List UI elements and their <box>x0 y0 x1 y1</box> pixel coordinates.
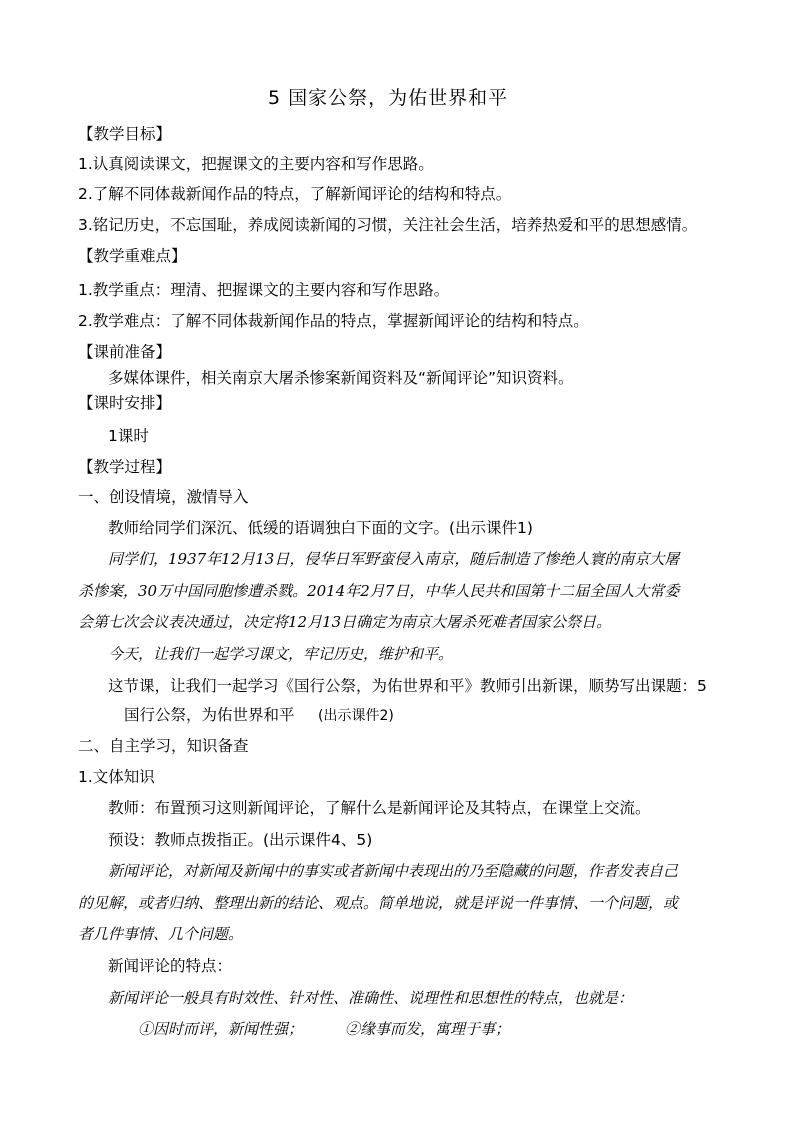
text-line: 这节课，让我们一起学习《国行公祭，为佑世界和平》教师引出新课，顺势写出课题：5 <box>108 677 707 695</box>
quoted-line: 杀惨案，30万中国同胞惨遭杀戮。2014年2月7日，中华人民共和国第十二届全国人大常委 <box>78 582 680 600</box>
quoted-line: 会第七次会议表决通过，决定将12月13日确定为南京大屠杀死难者国家公祭日。 <box>78 613 612 631</box>
section-heading-process: 【教学过程】 <box>78 458 172 476</box>
quoted-line: ①因时而评，新闻性强； <box>138 1020 304 1038</box>
text-line: 2.了解不同体裁新闻作品的特点，了解新闻评论的结构和特点。 <box>78 185 512 203</box>
subsection-heading: 一、创设情境，激情导入 <box>78 488 249 506</box>
subsection-heading: 二、自主学习，知识备查 <box>78 737 249 755</box>
text-line: 2.教学难点：了解不同体裁新闻作品的特点，掌握新闻评论的结构和特点。 <box>78 312 589 330</box>
text-line: 1课时 <box>108 427 149 445</box>
section-heading-objectives: 【教学目标】 <box>78 125 172 143</box>
text-line: 预设：教师点拨指正。(出示课件4、5) <box>108 831 373 849</box>
text-line: 国行公祭，为佑世界和平 <box>124 706 295 724</box>
quoted-line: ②缘事而发，寓理于事； <box>345 1020 511 1038</box>
quoted-line: 今天，让我们一起学习课文，牢记历史，维护和平。 <box>108 645 454 663</box>
quoted-line: 者几件事情、几个问题。 <box>78 925 244 943</box>
quoted-line: 同学们，1937年12月13日，侵华日军野蛮侵入南京，随后制造了惨绝人寰的南京大屠 <box>108 550 680 568</box>
section-heading-key-points: 【教学重难点】 <box>78 247 187 265</box>
text-line: 新闻评论的特点： <box>108 957 233 975</box>
text-line: 教师：布置预习这则新闻评论，了解什么是新闻评论及其特点，在课堂上交流。 <box>108 799 651 817</box>
section-heading-preparation: 【课前准备】 <box>78 343 172 361</box>
subsection-heading: 1.文体知识 <box>78 768 155 786</box>
slide-reference: (出示课件2) <box>318 708 394 724</box>
quoted-line: 新闻评论，对新闻及新闻中的事实或者新闻中表现出的乃至隐藏的问题，作者发表自己 <box>108 862 679 880</box>
text-line: 3.铭记历史，不忘国耻，养成阅读新闻的习惯，关注社会生活，培养热爱和平的思想感情。 <box>78 216 698 234</box>
document-title: 5 国家公祭，为佑世界和平 <box>268 87 509 109</box>
text-line: 1.教学重点：理清、把握课文的主要内容和写作思路。 <box>78 281 450 299</box>
text-line: 教师给同学们深沉、低缓的语调独白下面的文字。(出示课件1) <box>108 519 533 537</box>
text-line: 1.认真阅读课文，把握课文的主要内容和写作思路。 <box>78 155 434 173</box>
quoted-line: 的见解，或者归纳、整理出新的结论、观点。简单地说，就是评说一件事情、一个问题，或 <box>78 894 679 912</box>
quoted-line: 新闻评论一般具有时效性、针对性、准确性、说理性和思想性的特点，也就是： <box>108 989 634 1007</box>
section-heading-schedule: 【课时安排】 <box>78 394 172 412</box>
text-line: 多媒体课件，相关南京大屠杀惨案新闻资料及“新闻评论”知识资料。 <box>108 369 574 387</box>
